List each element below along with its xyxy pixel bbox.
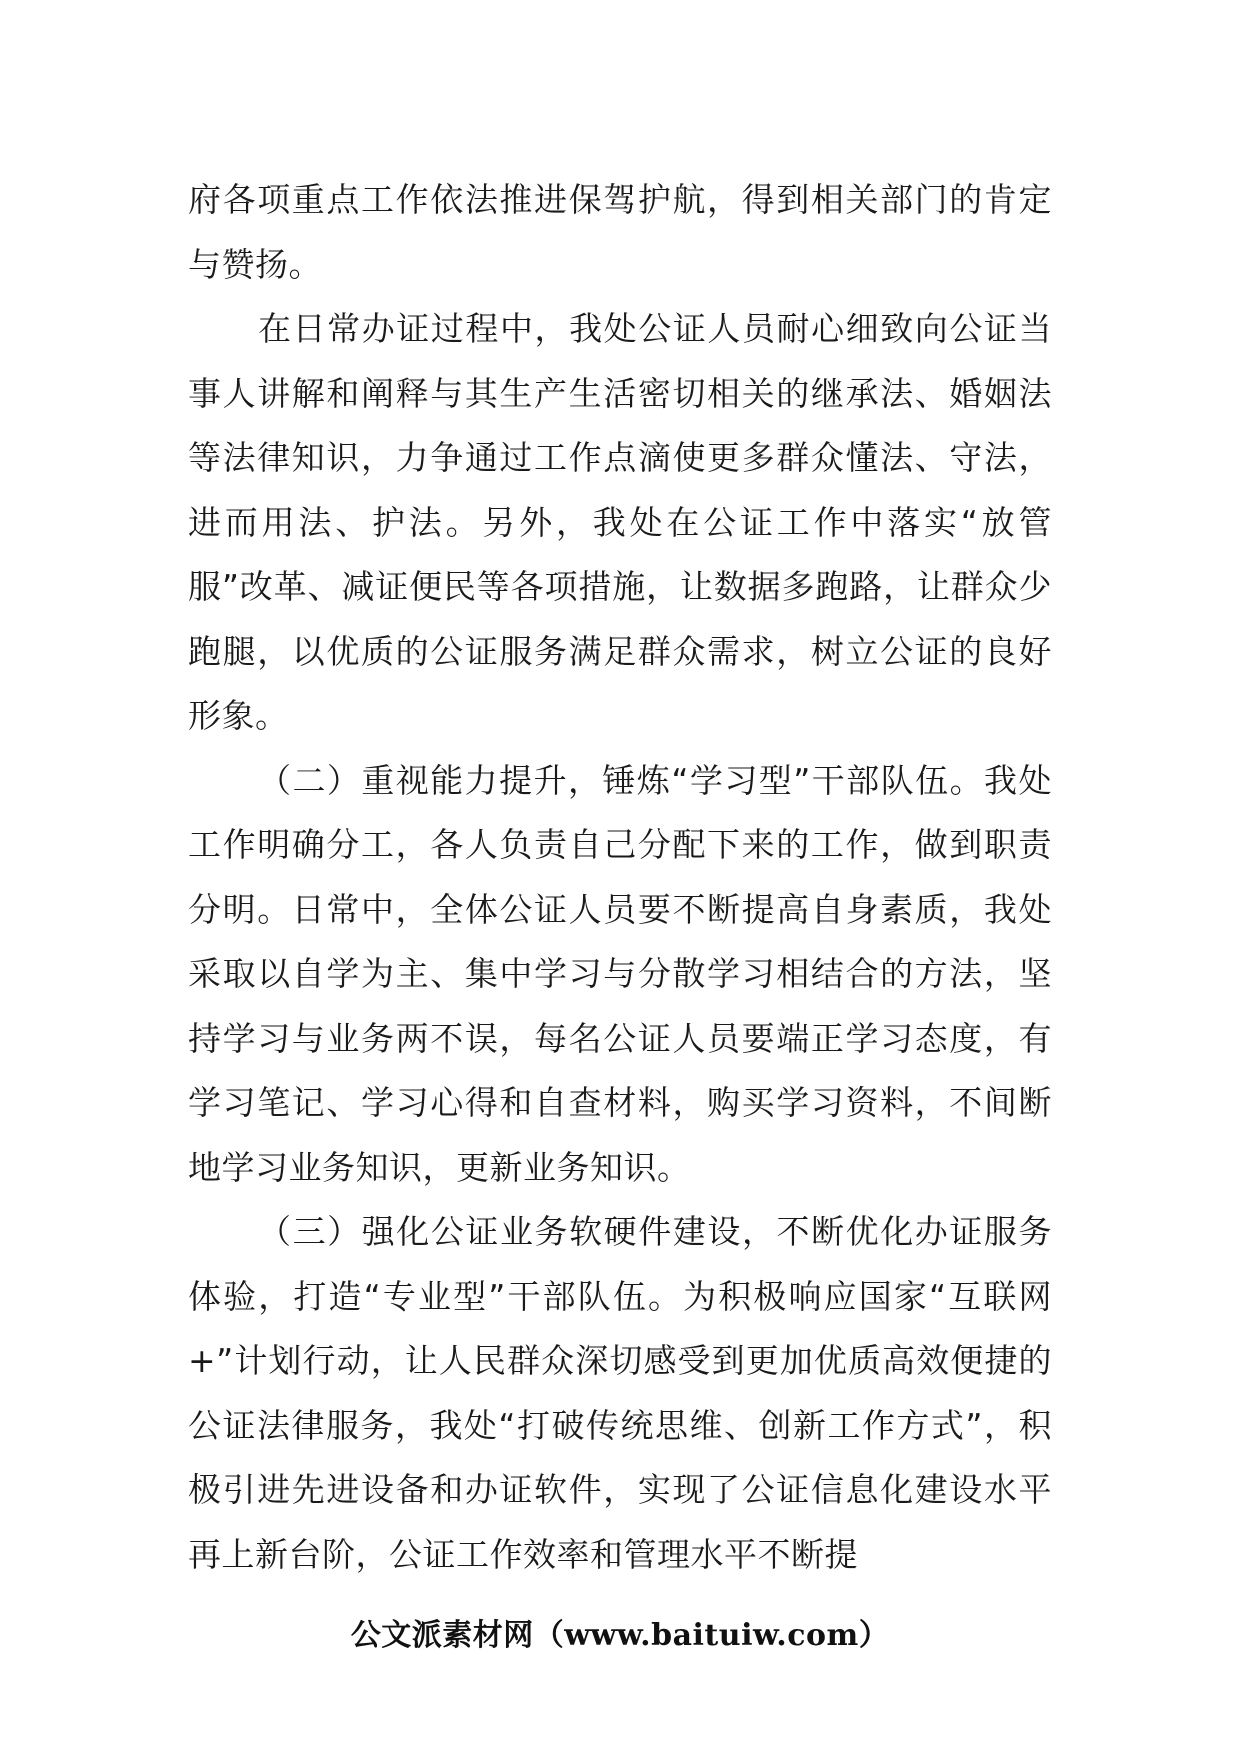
page-footer-watermark: 公文派素材网（www.baituiw.com） — [350, 1618, 890, 1653]
paragraph-continuation: 府各项重点工作依法推进保驾护航，得到相关部门的肯定与赞扬。 — [188, 180, 1052, 284]
paragraph-section-three: （三）强化公证业务软硬件建设，不断优化办证服务体验，打造“专业型”干部队伍。为积极响应国家“互联网+”计划行动，让人民群众深切感受到更加优质高效便捷的公证法律服务，我处“打破传统思维、创新工作方式”，积极引进先进设备和办证软件，实现了公证信息化建设水平再上新台阶，公证工作效率和管理水平不断提 — [188, 1212, 1052, 1574]
paragraph-notary-daily-work: 在日常办证过程中，我处公证人员耐心细致向公证当事人讲解和阐释与其生产生活密切相关的继承法、婚姻法等法律知识，力争通过工作点滴使更多群众懂法、守法，进而用法、护法。另外，我处在公证工作中落实“放管服”改革、减证便民等各项措施，让数据多跑路，让群众少跑腿，以优质的公证服务满足群众需求，树立公证的良好形象。 — [188, 309, 1052, 735]
paragraph-section-two: （二）重视能力提升，锤炼“学习型”干部队伍。我处工作明确分工，各人负责自己分配下来的工作，做到职责分明。日常中，全体公证人员要不断提高自身素质，我处采取以自学为主、集中学习与分散学习相结合的方法，坚持学习与业务两不误，每名公证人员要端正学习态度，有学习笔记、学习心得和自查材料，购买学习资料，不间断地学习业务知识，更新业务知识。 — [188, 760, 1052, 1187]
document-body — [188, 168, 1052, 1587]
